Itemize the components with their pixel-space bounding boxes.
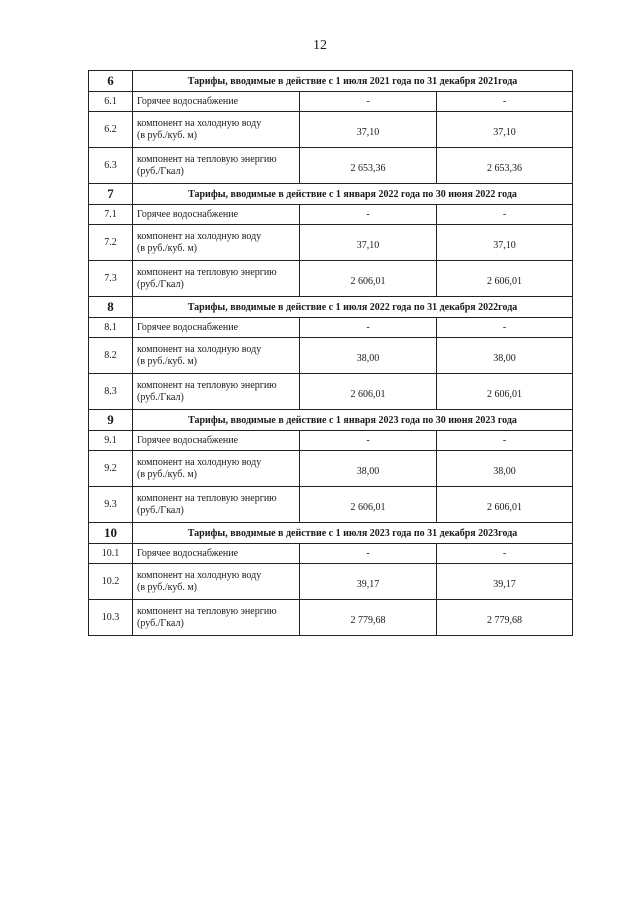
row-name: Горячее водоснабжение bbox=[133, 205, 300, 225]
value-period-1: 37,10 bbox=[300, 225, 437, 261]
value-period-2: 2 779,68 bbox=[437, 600, 573, 636]
section-header bbox=[89, 523, 573, 544]
row-name-unit: (руб./Гкал) bbox=[137, 165, 184, 177]
value-period-2: - bbox=[437, 544, 573, 564]
table-row bbox=[89, 600, 573, 636]
row-name-unit: (руб./Гкал) bbox=[137, 278, 184, 290]
row-name: Горячее водоснабжение bbox=[133, 431, 300, 451]
row-number: 6.3 bbox=[89, 148, 133, 184]
section-number: 7 bbox=[89, 184, 133, 205]
section-header bbox=[89, 184, 573, 205]
row-name: Горячее водоснабжение bbox=[133, 544, 300, 564]
row-number: 10.2 bbox=[89, 564, 133, 600]
value-period-1: - bbox=[300, 92, 437, 112]
table-row bbox=[89, 205, 573, 225]
value-period-1: 38,00 bbox=[300, 451, 437, 487]
row-number: 8.2 bbox=[89, 338, 133, 374]
table-row bbox=[89, 544, 573, 564]
section-number: 6 bbox=[89, 71, 133, 92]
row-name bbox=[133, 261, 300, 297]
row-name-line-1: компонент на холодную воду bbox=[137, 117, 262, 129]
row-name bbox=[133, 487, 300, 523]
row-name bbox=[133, 225, 300, 261]
value-period-2: - bbox=[437, 431, 573, 451]
row-name-line-1: компонент на холодную воду bbox=[137, 569, 262, 581]
row-name-unit: (руб./Гкал) bbox=[137, 391, 184, 403]
row-name-unit: (в руб./куб. м) bbox=[137, 242, 197, 254]
row-number: 10.1 bbox=[89, 544, 133, 564]
value-period-2: 2 606,01 bbox=[437, 261, 573, 297]
row-number: 6.1 bbox=[89, 92, 133, 112]
table-row bbox=[89, 112, 573, 148]
value-period-1: 2 606,01 bbox=[300, 487, 437, 523]
section-title: Тарифы, вводимые в действие с 1 июля 2021 года по 31 декабря 2021года bbox=[133, 71, 573, 92]
value-period-1: - bbox=[300, 431, 437, 451]
value-period-2: 2 606,01 bbox=[437, 374, 573, 410]
value-period-2: 38,00 bbox=[437, 338, 573, 374]
section-title: Тарифы, вводимые в действие с 1 июля 2022 года по 31 декабря 2022года bbox=[133, 297, 573, 318]
row-name-unit: (в руб./куб. м) bbox=[137, 129, 197, 141]
value-period-1: 38,00 bbox=[300, 338, 437, 374]
row-name bbox=[133, 338, 300, 374]
row-number: 8.1 bbox=[89, 318, 133, 338]
section-number: 10 bbox=[89, 523, 133, 544]
row-name bbox=[133, 374, 300, 410]
table-row bbox=[89, 92, 573, 112]
section-title: Тарифы, вводимые в действие с 1 января 2023 года по 30 июня 2023 года bbox=[133, 410, 573, 431]
row-number: 9.1 bbox=[89, 431, 133, 451]
table-row bbox=[89, 374, 573, 410]
table-row bbox=[89, 225, 573, 261]
row-number: 7.2 bbox=[89, 225, 133, 261]
table-row bbox=[89, 451, 573, 487]
table-row bbox=[89, 338, 573, 374]
row-name-line-1: компонент на тепловую энергию bbox=[137, 379, 277, 391]
section-number: 8 bbox=[89, 297, 133, 318]
value-period-1: - bbox=[300, 205, 437, 225]
value-period-2: 2 606,01 bbox=[437, 487, 573, 523]
value-period-1: 2 606,01 bbox=[300, 261, 437, 297]
value-period-1: - bbox=[300, 318, 437, 338]
value-period-2: 37,10 bbox=[437, 225, 573, 261]
row-name-line-1: компонент на тепловую энергию bbox=[137, 153, 277, 165]
row-number: 9.3 bbox=[89, 487, 133, 523]
value-period-1: - bbox=[300, 544, 437, 564]
value-period-2: 2 653,36 bbox=[437, 148, 573, 184]
row-name-line-1: компонент на тепловую энергию bbox=[137, 492, 277, 504]
table-row bbox=[89, 261, 573, 297]
table-row bbox=[89, 431, 573, 451]
value-period-1: 2 779,68 bbox=[300, 600, 437, 636]
row-name-line-1: компонент на тепловую энергию bbox=[137, 266, 277, 278]
row-number: 9.2 bbox=[89, 451, 133, 487]
section-title: Тарифы, вводимые в действие с 1 июля 2023 года по 31 декабря 2023года bbox=[133, 523, 573, 544]
row-name-unit: (в руб./куб. м) bbox=[137, 468, 197, 480]
row-name bbox=[133, 451, 300, 487]
row-name-line-1: компонент на холодную воду bbox=[137, 456, 262, 468]
value-period-2: - bbox=[437, 318, 573, 338]
value-period-2: - bbox=[437, 92, 573, 112]
row-name-unit: (руб./Гкал) bbox=[137, 617, 184, 629]
table-row bbox=[89, 318, 573, 338]
row-number: 7.1 bbox=[89, 205, 133, 225]
row-name-line-1: компонент на холодную воду bbox=[137, 343, 262, 355]
section-number: 9 bbox=[89, 410, 133, 431]
value-period-2: 39,17 bbox=[437, 564, 573, 600]
row-number: 10.3 bbox=[89, 600, 133, 636]
row-name-unit: (в руб./куб. м) bbox=[137, 355, 197, 367]
section-header bbox=[89, 410, 573, 431]
row-name bbox=[133, 564, 300, 600]
row-number: 8.3 bbox=[89, 374, 133, 410]
row-name-line-1: компонент на холодную воду bbox=[137, 230, 262, 242]
value-period-2: 38,00 bbox=[437, 451, 573, 487]
table-row bbox=[89, 148, 573, 184]
row-name-unit: (в руб./куб. м) bbox=[137, 581, 197, 593]
row-name: Горячее водоснабжение bbox=[133, 318, 300, 338]
table-row bbox=[89, 564, 573, 600]
value-period-1: 2 653,36 bbox=[300, 148, 437, 184]
section-header bbox=[89, 71, 573, 92]
section-title: Тарифы, вводимые в действие с 1 января 2022 года по 30 июня 2022 года bbox=[133, 184, 573, 205]
value-period-1: 37,10 bbox=[300, 112, 437, 148]
table-row bbox=[89, 487, 573, 523]
value-period-2: 37,10 bbox=[437, 112, 573, 148]
tariff-table bbox=[88, 70, 573, 636]
row-name: Горячее водоснабжение bbox=[133, 92, 300, 112]
row-name bbox=[133, 148, 300, 184]
row-name bbox=[133, 112, 300, 148]
value-period-2: - bbox=[437, 205, 573, 225]
value-period-1: 2 606,01 bbox=[300, 374, 437, 410]
row-number: 7.3 bbox=[89, 261, 133, 297]
row-number: 6.2 bbox=[89, 112, 133, 148]
row-name-unit: (руб./Гкал) bbox=[137, 504, 184, 516]
row-name-line-1: компонент на тепловую энергию bbox=[137, 605, 277, 617]
section-header bbox=[89, 297, 573, 318]
value-period-1: 39,17 bbox=[300, 564, 437, 600]
row-name bbox=[133, 600, 300, 636]
page-number: 12 bbox=[313, 38, 327, 53]
